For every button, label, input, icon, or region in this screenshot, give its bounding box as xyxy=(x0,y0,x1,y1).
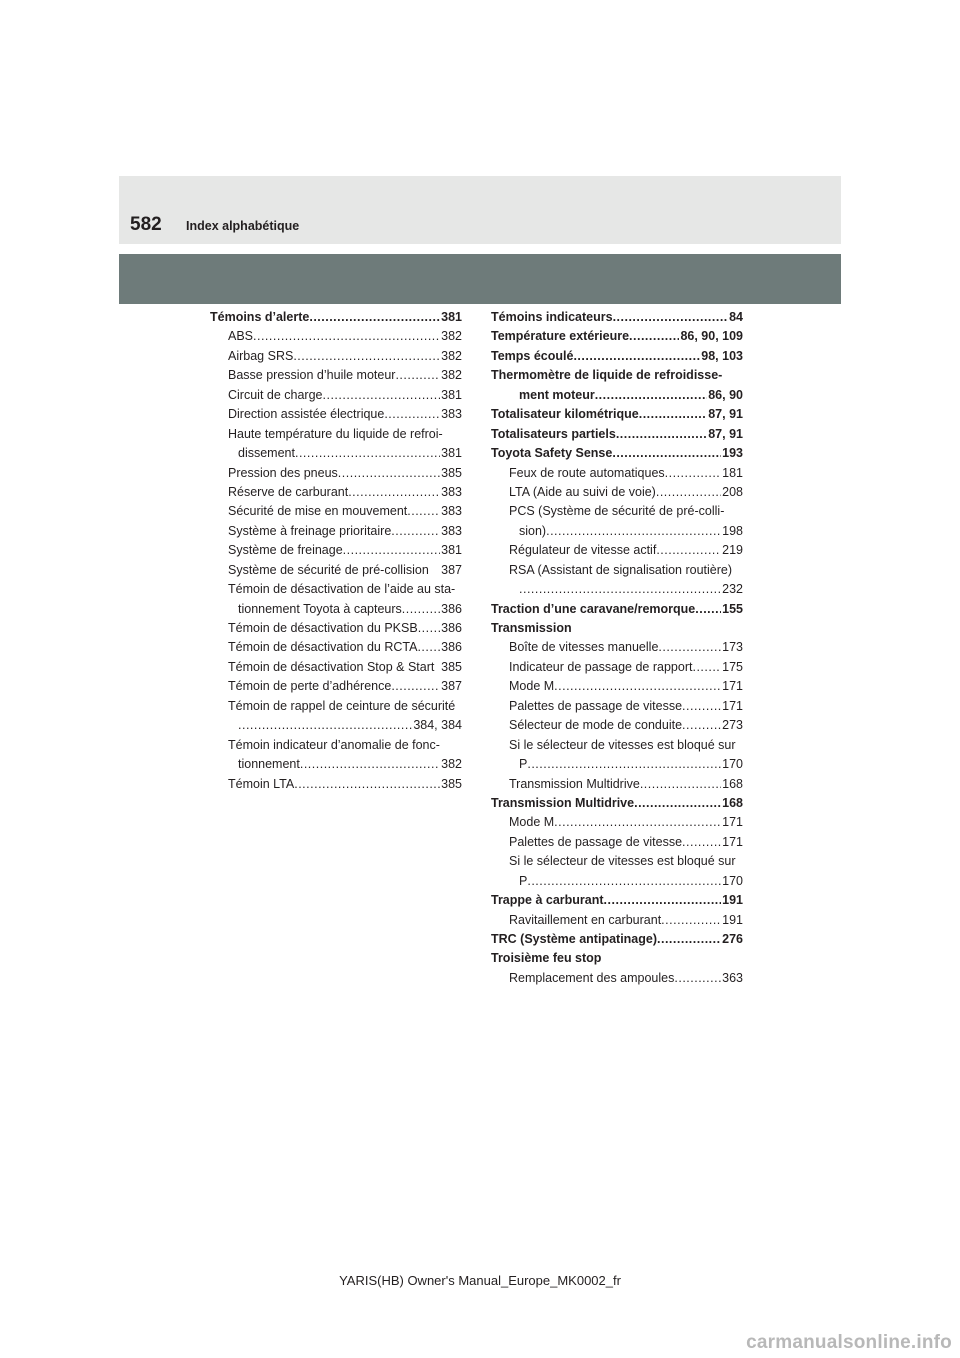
dot-leader xyxy=(616,425,707,444)
index-entry-page: 276 xyxy=(722,932,743,946)
index-entry-page: 386 xyxy=(441,640,462,655)
dot-leader xyxy=(293,347,440,366)
index-entry xyxy=(491,347,743,366)
dot-leader xyxy=(682,697,721,716)
index-entry xyxy=(210,386,462,405)
index-entry-text: ABS xyxy=(228,327,253,346)
index-entry-text: Haute température du liquide de refroi- xyxy=(228,425,443,444)
index-entry xyxy=(491,911,743,930)
index-entry-page: 171 xyxy=(722,815,743,830)
index-entry xyxy=(210,755,462,774)
dot-leader xyxy=(395,366,440,385)
index-entry xyxy=(491,308,743,327)
page-number: 582 xyxy=(130,214,162,235)
index-entry-page: 168 xyxy=(722,795,743,810)
index-entry xyxy=(491,600,743,619)
dot-leader xyxy=(391,677,440,696)
index-entry-text: Traction d’une caravane/remorque xyxy=(491,600,695,619)
dot-leader xyxy=(682,833,721,852)
index-entry-text: Palettes de passage de vitesse xyxy=(509,833,682,852)
index-entry xyxy=(491,852,743,871)
index-entry-page: 181 xyxy=(722,465,743,480)
index-entry-page: 363 xyxy=(722,970,743,985)
index-entry xyxy=(210,502,462,521)
dot-leader xyxy=(604,891,722,910)
index-entry xyxy=(210,327,462,346)
dot-leader xyxy=(519,580,721,599)
index-entry-text: Troisième feu stop xyxy=(491,949,601,968)
index-entry xyxy=(491,949,743,968)
index-entry-page: 98, 103 xyxy=(701,348,743,363)
index-entry xyxy=(491,405,743,424)
index-entry-page: 84 xyxy=(729,310,743,324)
dot-leader xyxy=(629,327,679,346)
dot-leader xyxy=(294,775,440,794)
index-entry-text: Témoin de désactivation du PKSB xyxy=(228,619,418,638)
index-entry-page: 170 xyxy=(722,757,743,772)
index-entry xyxy=(210,580,462,599)
index-entry-page: 386 xyxy=(441,601,462,616)
index-entry xyxy=(491,541,743,560)
dot-leader xyxy=(527,872,721,891)
index-entry-text: RSA (Assistant de signalisation routière) xyxy=(509,561,732,580)
index-column-right xyxy=(491,308,743,988)
index-entry-page: 385 xyxy=(441,465,462,480)
index-entry-text: Transmission Multidrive xyxy=(491,794,634,813)
index-entry-text: Réserve de carburant xyxy=(228,483,348,502)
index-entry-text: Témoin de rappel de ceinture de sécurité xyxy=(228,697,455,716)
index-entry-page: 381 xyxy=(441,543,462,558)
index-entry-page: 173 xyxy=(722,640,743,655)
index-entry-page: 193 xyxy=(722,446,743,461)
index-entry-text: Sélecteur de mode de conduite xyxy=(509,716,682,735)
index-entry-text: Témoin LTA xyxy=(228,775,294,794)
index-entry-page: 386 xyxy=(441,621,462,635)
index-entry-text: Température extérieure xyxy=(491,327,629,346)
dot-leader xyxy=(407,502,440,521)
index-entry-text: Temps écoulé xyxy=(491,347,573,366)
watermark: carmanualsonline.info xyxy=(746,1332,952,1353)
index-entry xyxy=(210,658,462,677)
index-entry-text: Mode M xyxy=(509,677,554,696)
dot-leader xyxy=(418,619,440,638)
index-entry-text: Sécurité de mise en mouvement xyxy=(228,502,407,521)
dot-leader xyxy=(554,677,721,696)
index-entry-text: Direction assistée électrique xyxy=(228,405,384,424)
index-entry xyxy=(210,619,462,638)
index-entry xyxy=(210,425,462,444)
index-column-left xyxy=(210,308,462,794)
index-entry-page: 191 xyxy=(722,893,743,908)
index-entry-page: 385 xyxy=(441,659,462,674)
dot-leader xyxy=(338,464,440,483)
index-entry xyxy=(491,483,743,502)
index-entry-text: Basse pression d’huile moteur xyxy=(228,366,395,385)
index-entry xyxy=(491,833,743,852)
dot-leader xyxy=(527,755,721,774)
dot-leader xyxy=(634,794,721,813)
index-entry xyxy=(491,580,743,599)
index-entry-text: Totalisateur kilométrique xyxy=(491,405,639,424)
dot-leader xyxy=(656,541,721,560)
index-entry-text: Feux de route automatiques xyxy=(509,464,665,483)
index-entry xyxy=(210,736,462,755)
index-entry-text: tionnement xyxy=(238,755,300,774)
index-entry xyxy=(210,541,462,560)
index-entry-text: Circuit de charge xyxy=(228,386,323,405)
index-entry-page: 171 xyxy=(722,834,743,849)
index-entry-text: dissement xyxy=(238,444,295,463)
index-entry xyxy=(491,561,743,580)
dot-leader xyxy=(665,464,721,483)
index-entry xyxy=(491,502,743,521)
index-entry xyxy=(491,425,743,444)
index-entry xyxy=(210,347,462,366)
index-entry xyxy=(210,483,462,502)
dot-leader xyxy=(253,327,440,346)
index-entry xyxy=(491,872,743,891)
dot-leader xyxy=(695,600,721,619)
index-entry xyxy=(491,930,743,949)
index-entry xyxy=(491,366,743,385)
index-entry-text: Trappe à carburant xyxy=(491,891,604,910)
index-entry-page: 382 xyxy=(441,329,462,344)
index-entry-page: 155 xyxy=(722,601,743,616)
dot-leader xyxy=(295,444,440,463)
index-entry-text: ment moteur xyxy=(519,386,595,405)
index-entry-text: Témoin de perte d’adhérence xyxy=(228,677,391,696)
index-entry-page: 273 xyxy=(722,718,743,733)
dot-leader xyxy=(300,755,440,774)
index-entry-page: 385 xyxy=(441,776,462,791)
index-entry-text: P xyxy=(519,755,527,774)
index-entry xyxy=(491,794,743,813)
index-entry-text: Transmission xyxy=(491,619,572,638)
index-entry xyxy=(210,697,462,716)
index-entry-text: Transmission Multidrive xyxy=(509,775,640,794)
index-entry xyxy=(491,522,743,541)
index-entry xyxy=(491,755,743,774)
dot-leader xyxy=(309,308,440,327)
index-entry-text: Témoins indicateurs xyxy=(491,308,613,327)
index-entry-page: 208 xyxy=(722,484,743,499)
dot-leader xyxy=(417,638,440,657)
index-entry xyxy=(491,736,743,755)
index-entry-text: Pression des pneus xyxy=(228,464,338,483)
index-entry xyxy=(491,969,743,988)
index-entry-page: 381 xyxy=(441,310,462,324)
index-entry xyxy=(491,677,743,696)
index-entry-text: Témoin indicateur d’anomalie de fonc- xyxy=(228,736,440,755)
index-entry xyxy=(210,405,462,424)
dot-leader xyxy=(674,969,721,988)
index-entry-text: LTA (Aide au suivi de voie) xyxy=(509,483,656,502)
section-title: Index alphabétique xyxy=(186,219,300,233)
index-entry-text: sion) xyxy=(519,522,546,541)
dot-leader xyxy=(402,600,440,619)
index-entry xyxy=(491,638,743,657)
index-entry xyxy=(210,775,462,794)
index-entry-page: 87, 91 xyxy=(708,407,743,422)
index-entry-text: Ravitaillement en carburant xyxy=(509,911,661,930)
index-entry xyxy=(210,677,462,696)
index-entry-text: Mode M xyxy=(509,813,554,832)
dot-leader xyxy=(384,405,440,424)
dot-leader xyxy=(661,911,721,930)
index-entry-page: 383 xyxy=(441,523,462,538)
dot-leader xyxy=(595,386,708,405)
index-entry-page: 387 xyxy=(441,679,462,694)
index-entry-text: Régulateur de vitesse actif xyxy=(509,541,656,560)
index-entry xyxy=(210,308,462,327)
index-entry-page: 381 xyxy=(441,446,462,461)
index-entry-page: 168 xyxy=(722,776,743,791)
dot-leader xyxy=(391,522,440,541)
index-entry xyxy=(491,658,743,677)
index-entry-page: 86, 90 xyxy=(708,387,743,402)
dot-leader xyxy=(657,930,721,949)
index-entry xyxy=(491,697,743,716)
index-entry-text: TRC (Système antipatinage) xyxy=(491,930,657,949)
index-entry-page: 232 xyxy=(722,582,743,597)
index-entry-text: P xyxy=(519,872,527,891)
dot-leader xyxy=(348,483,440,502)
dot-leader xyxy=(656,483,721,502)
index-entry-page: 383 xyxy=(441,407,462,422)
index-entry xyxy=(491,813,743,832)
index-entry-text: Témoin de désactivation Stop & Start xyxy=(228,658,434,677)
index-entry xyxy=(491,444,743,463)
index-entry-page: 170 xyxy=(722,873,743,888)
dot-leader xyxy=(323,386,441,405)
index-entry xyxy=(210,522,462,541)
dot-leader xyxy=(682,716,721,735)
index-entry xyxy=(210,561,462,580)
index-entry-text: Palettes de passage de vitesse xyxy=(509,697,682,716)
index-entry-page: 86, 90, 109 xyxy=(680,329,743,344)
index-entry-text: Si le sélecteur de vitesses est bloqué sur xyxy=(509,736,736,755)
index-entry xyxy=(210,366,462,385)
index-entry-page: 384, 384 xyxy=(413,718,462,733)
index-entry xyxy=(491,775,743,794)
dot-leader xyxy=(613,308,729,327)
index-entry-page: 171 xyxy=(722,679,743,694)
index-entry-page: 382 xyxy=(441,757,462,772)
index-entry-text: Toyota Safety Sense xyxy=(491,444,612,463)
index-entry-text: Système à freinage prioritaire xyxy=(228,522,391,541)
dot-leader xyxy=(658,638,721,657)
index-entry-text: Témoin de désactivation du RCTA xyxy=(228,638,417,657)
index-entry-text: Airbag SRS xyxy=(228,347,293,366)
index-entry-text: Totalisateurs partiels xyxy=(491,425,616,444)
index-entry-page: 383 xyxy=(441,504,462,519)
index-entry xyxy=(491,386,743,405)
dot-leader xyxy=(573,347,700,366)
index-entry-text: tionnement Toyota à capteurs xyxy=(238,600,402,619)
dot-leader xyxy=(640,775,721,794)
index-entry-page: 171 xyxy=(722,698,743,713)
index-entry xyxy=(210,600,462,619)
index-entry-text: Remplacement des ampoules xyxy=(509,969,674,988)
dot-leader xyxy=(639,405,708,424)
index-entry xyxy=(210,638,462,657)
index-entry xyxy=(210,464,462,483)
index-entry-text: Système de sécurité de pré-collision xyxy=(228,561,429,580)
index-entry-page: 382 xyxy=(441,348,462,363)
index-entry xyxy=(210,444,462,463)
index-entry-text: Système de freinage xyxy=(228,541,343,560)
index-entry-page: 191 xyxy=(722,912,743,927)
dot-leader xyxy=(554,813,721,832)
dot-leader xyxy=(343,541,440,560)
index-entry-page: 387 xyxy=(441,562,462,577)
index-entry-text: Indicateur de passage de rapport xyxy=(509,658,692,677)
index-entry-page: 198 xyxy=(722,523,743,538)
index-entry xyxy=(491,619,743,638)
index-entry-page: 382 xyxy=(441,368,462,383)
index-entry-page: 87, 91 xyxy=(708,426,743,441)
index-entry-text: Boîte de vitesses manuelle xyxy=(509,638,658,657)
dot-leader xyxy=(612,444,721,463)
index-entry-page: 381 xyxy=(441,387,462,402)
index-entry xyxy=(210,716,462,735)
index-entry-text: Thermomètre de liquide de refroidisse- xyxy=(491,366,722,385)
dot-leader xyxy=(546,522,721,541)
dot-leader xyxy=(238,716,412,735)
index-entry xyxy=(491,891,743,910)
dot-leader xyxy=(692,658,721,677)
index-entry-text: PCS (Système de sécurité de pré-colli- xyxy=(509,502,724,521)
header-dark-band xyxy=(119,254,841,304)
index-entry-page: 175 xyxy=(722,659,743,674)
index-entry xyxy=(491,464,743,483)
index-entry xyxy=(491,327,743,346)
footer-manual-id: YARIS(HB) Owner's Manual_Europe_MK0002_fr xyxy=(339,1273,621,1288)
index-entry-page: 383 xyxy=(441,484,462,499)
index-entry xyxy=(491,716,743,735)
index-entry-text: Témoins d’alerte xyxy=(210,308,309,327)
index-entry-text: Si le sélecteur de vitesses est bloqué sur xyxy=(509,852,736,871)
index-entry-page: 219 xyxy=(722,543,743,558)
index-entry-text: Témoin de désactivation de l’aide au sta- xyxy=(228,580,455,599)
